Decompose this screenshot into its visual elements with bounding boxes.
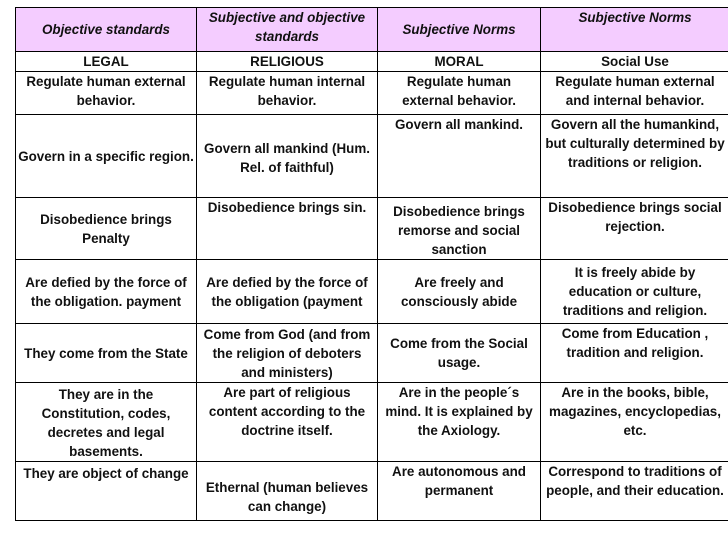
table-row	[16, 260, 728, 324]
table-cell: Come from the Social usage.	[378, 324, 541, 383]
table-cell: Govern all mankind.	[378, 115, 541, 198]
table-cell: They are object of change	[16, 462, 197, 521]
table-cell: Disobedience brings sin.	[197, 198, 378, 260]
header-subjective-norms-moral: Subjective Norms	[378, 8, 541, 52]
table-row	[16, 462, 728, 521]
table-cell: Are part of religious content according to the doctrine itself.	[197, 383, 378, 462]
table-cell: They are in the Constitution, codes, decretes and legal basements.	[16, 383, 197, 462]
table-cell: They come from the State	[16, 324, 197, 383]
table-cell: Are autonomous and permanent	[378, 462, 541, 521]
table-row	[16, 52, 728, 72]
table-cell: Regulate human external and internal behavior.	[541, 72, 728, 115]
table-cell: Are defied by the force of the obligation. payment	[16, 260, 197, 324]
header-subjective-objective-standards: Subjective and objective standards	[197, 8, 378, 52]
table-row	[16, 115, 728, 198]
table-cell: Govern in a specific region.	[16, 115, 197, 198]
header-row	[16, 8, 728, 52]
table-cell: Regulate human internal behavior.	[197, 72, 378, 115]
table-cell: Correspond to traditions of people, and their education.	[541, 462, 728, 521]
table-cell: Govern all mankind (Hum. Rel. of faithful)	[197, 115, 378, 198]
table-cell: Disobedience brings Penalty	[16, 198, 197, 260]
table-row	[16, 324, 728, 383]
table-row	[16, 72, 728, 115]
table-cell: Come from Education , tradition and religion.	[541, 324, 728, 383]
table-row	[16, 198, 728, 260]
table-cell: Disobedience brings social rejection.	[541, 198, 728, 260]
table-cell: Regulate human external behavior.	[378, 72, 541, 115]
table-cell: Govern all the humankind, but culturally determined by traditions or religion.	[541, 115, 728, 198]
table-cell: Ethernal (human believes can change)	[197, 462, 378, 521]
type-legal: LEGAL	[16, 52, 197, 72]
header-objective-standards: Objective standards	[16, 8, 197, 52]
header-subjective-norms-social: Subjective Norms	[541, 8, 728, 52]
table-cell: Come from God (and from the religion of deboters and ministers)	[197, 324, 378, 383]
table-cell: It is freely abide by education or culture, traditions and religion.	[541, 260, 728, 324]
table-cell: Are in the people´s mind. It is explained by the Axiology.	[378, 383, 541, 462]
type-religious: RELIGIOUS	[197, 52, 378, 72]
table-cell: Regulate human external behavior.	[16, 72, 197, 115]
table-row	[16, 383, 728, 462]
type-moral: MORAL	[378, 52, 541, 72]
table-cell: Are defied by the force of the obligation (payment	[197, 260, 378, 324]
table-cell: Are freely and consciously abide	[378, 260, 541, 324]
norms-comparison-table	[15, 7, 728, 521]
type-social-use: Social Use	[541, 52, 728, 72]
table-cell: Disobedience brings remorse and social sanction	[378, 198, 541, 260]
table-cell: Are in the books, bible, magazines, encyclopedias, etc.	[541, 383, 728, 462]
